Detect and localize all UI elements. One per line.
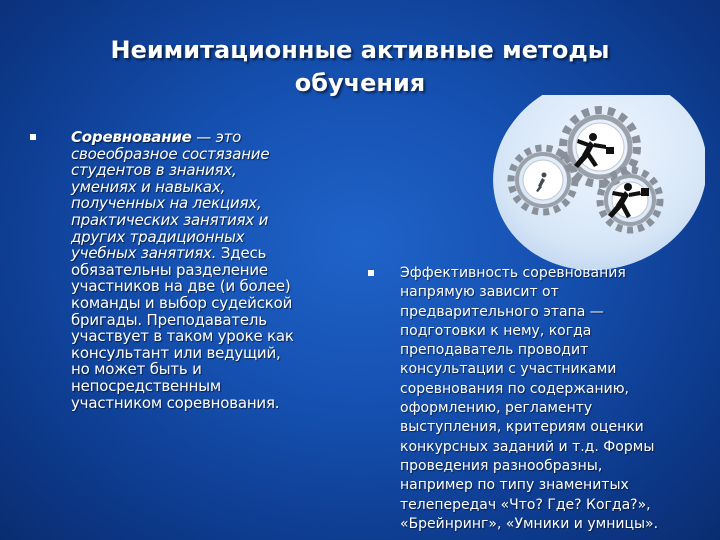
title-line-1: Неимитационные активные методы xyxy=(110,36,610,64)
right-line-10: проведения разнообразны, xyxy=(400,457,603,474)
right-line-8: выступления, критериям оценки xyxy=(400,419,644,436)
left-line-6: других традиционных xyxy=(71,227,245,246)
left-line-17: участником соревнования. xyxy=(71,393,280,412)
left-line-16: непосредственным xyxy=(71,376,222,395)
right-line-12: телепередач «Что? Где? Когда?», xyxy=(400,496,651,513)
right-line-13: «Брейнринг», «Умники и умницы». xyxy=(400,515,659,532)
right-line-0: Эффективность соревнования xyxy=(400,265,626,281)
left-line-5: практических занятиях и xyxy=(71,210,269,229)
right-line-4: преподаватель проводит xyxy=(400,342,589,359)
left-line-13: участвует в таком уроке как xyxy=(71,327,294,346)
light-oval-shape xyxy=(470,95,705,280)
right-bullet-text xyxy=(400,264,700,534)
left-bullet-marker xyxy=(30,134,36,140)
left-line-12: бригады. Преподаватель xyxy=(71,310,267,329)
right-line-7: оформлению, регламенту xyxy=(400,400,593,417)
left-line-15: но может быть и xyxy=(71,360,202,379)
right-line-5: консультации с участниками xyxy=(400,361,617,378)
left-line-3: умениях и навыках, xyxy=(71,177,226,196)
left-line-1: своеобразное состязание xyxy=(71,144,270,163)
term-label: Соревнование xyxy=(71,128,192,146)
left-line-4: полученных на лекциях, xyxy=(71,194,262,213)
right-line-3: подготовки к нему, когда xyxy=(400,322,592,339)
right-line-6: соревнования по содержанию, xyxy=(400,380,629,397)
right-line-1: напрямую зависит от xyxy=(400,284,559,301)
left-line-14: консультант или ведущий, xyxy=(71,343,281,362)
right-line-9: конкурсных заданий и т.д. Формы xyxy=(400,438,655,455)
title-line-2: обучения xyxy=(294,69,426,97)
left-bullet-text xyxy=(71,129,351,411)
left-line-2: студентов в знаниях, xyxy=(71,161,237,180)
gears-illustration xyxy=(470,95,705,280)
left-line-8: Здесь xyxy=(220,244,267,263)
left-line-7: учебных занятиях. xyxy=(71,244,217,263)
right-line-2: предварительного этапа — xyxy=(400,303,604,320)
left-line-11: команды и выбор судейской xyxy=(71,293,293,312)
slide-title xyxy=(0,34,720,100)
left-line-0: — это xyxy=(196,128,242,146)
right-line-11: например по типу знаменитых xyxy=(400,477,629,494)
left-line-9: обязательны разделение xyxy=(71,260,268,279)
right-bullet-marker xyxy=(368,270,374,276)
left-line-10: участников на две (и более) xyxy=(71,277,291,296)
